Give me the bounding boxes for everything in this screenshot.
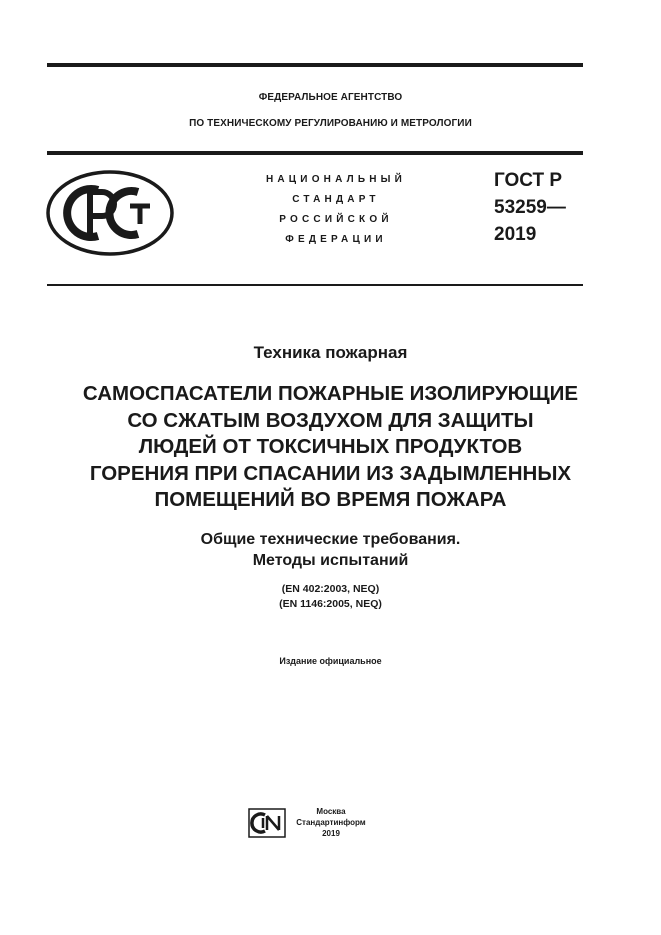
publisher-name: Стандартинформ — [296, 818, 366, 827]
subtitle-line-1: Общие технические требования. — [200, 531, 461, 548]
standartinform-logo-icon — [248, 808, 286, 838]
reference-2: (EN 1146:2005, NEQ) — [279, 598, 382, 610]
title-line-4: ГОРЕНИЯ ПРИ СПАСАНИИ ИЗ ЗАДЫМЛЕННЫХ — [89, 461, 572, 485]
title-line-5: ПОМЕЩЕНИЙ ВО ВРЕМЯ ПОЖАРА — [154, 488, 507, 511]
edition-note: Издание официальное — [279, 656, 382, 666]
document-title — [0, 381, 661, 514]
standard-references — [0, 582, 661, 612]
gost-designation-3: 2019 — [494, 224, 537, 245]
agency-line-1: ФЕДЕРАЛЬНОЕ АГЕНТСТВО — [258, 92, 403, 103]
reference-1: (EN 402:2003, NEQ) — [281, 583, 380, 595]
header-bottom-rule — [47, 284, 583, 286]
subtitle-line-2: Методы испытаний — [252, 552, 409, 569]
standard-line-3: РОССИЙСКОЙ — [279, 214, 393, 225]
title-line-1: САМОСПАСАТЕЛИ ПОЖАРНЫЕ ИЗОЛИРУЮЩИЕ — [82, 382, 579, 405]
gost-designation-1: ГОСТ Р — [494, 170, 563, 191]
title-line-2: СО СЖАТЫМ ВОЗДУХОМ ДЛЯ ЗАЩИТЫ — [127, 408, 534, 432]
document-subtitle — [0, 529, 661, 571]
standard-line-1: НАЦИОНАЛЬНЫЙ — [265, 174, 407, 185]
document-subject: Техника пожарная — [253, 343, 408, 362]
gost-designation-2: 53259— — [494, 197, 566, 218]
publisher-block — [296, 806, 366, 839]
standard-line-2: СТАНДАРТ — [292, 194, 380, 205]
rst-conformity-mark-icon — [46, 170, 174, 256]
publisher-year: 2019 — [322, 829, 340, 838]
agency-line-2: ПО ТЕХНИЧЕСКОМУ РЕГУЛИРОВАНИЮ И МЕТРОЛОГИИ — [189, 118, 472, 129]
header-rule — [47, 151, 583, 155]
standard-line-4: ФЕДЕРАЦИИ — [285, 234, 387, 245]
title-line-3: ЛЮДЕЙ ОТ ТОКСИЧНЫХ ПРОДУКТОВ — [138, 435, 523, 458]
publisher-city: Москва — [316, 807, 346, 816]
top-rule — [47, 63, 583, 67]
